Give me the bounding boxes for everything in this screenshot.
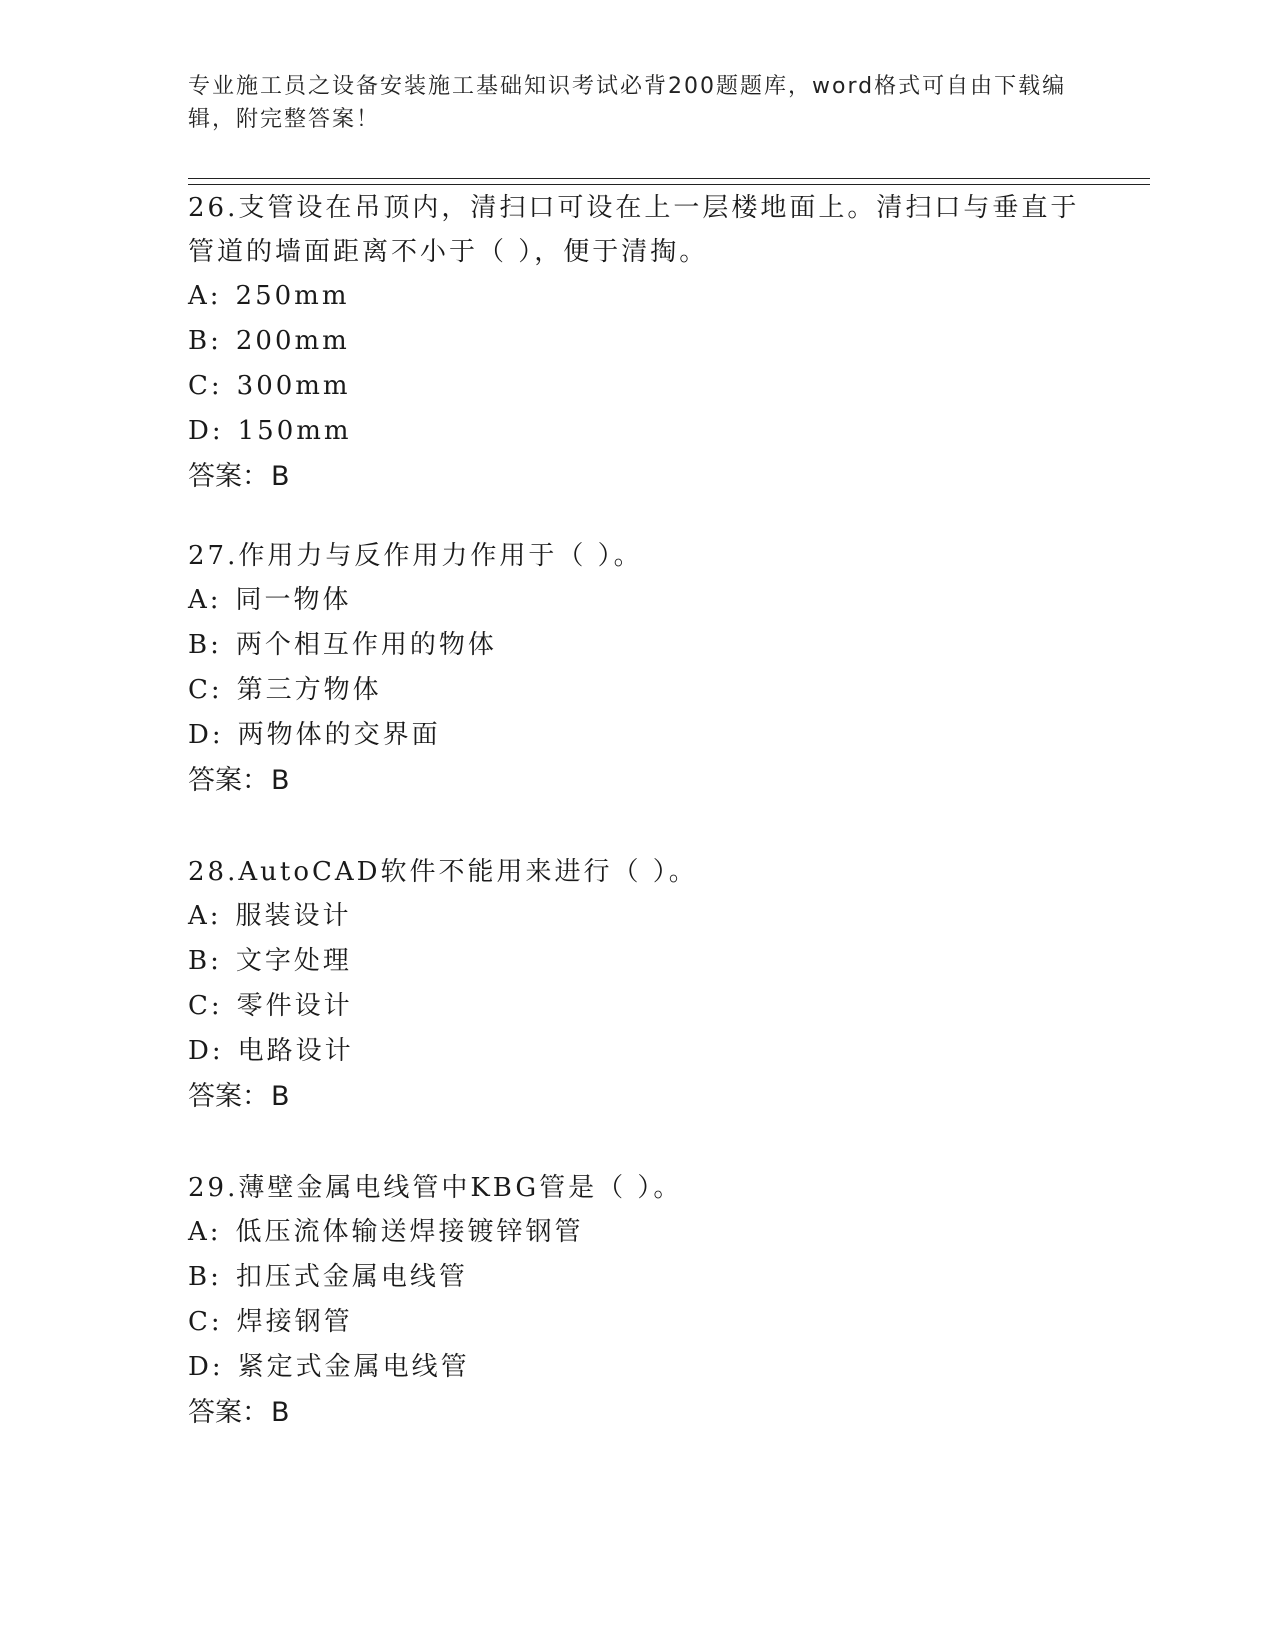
option-b: [188, 1255, 1088, 1300]
option-letter: C:: [188, 991, 223, 1021]
option-letter: A:: [188, 281, 222, 311]
answer-line: [188, 1390, 1088, 1435]
option-d: [188, 713, 1088, 758]
answer-line: [188, 454, 1088, 499]
option-b: [188, 939, 1088, 984]
option-letter: D:: [188, 720, 224, 750]
answer-value: B: [271, 461, 290, 492]
answer-label: 答案：: [188, 765, 269, 796]
document-header: 专业施工员之设备安装施工基础知识考试必背200题题库，word格式可自由下载编辑，附完整答案！: [188, 74, 1067, 132]
option-d: [188, 409, 1088, 454]
option-d: [188, 1345, 1088, 1390]
option-c: [188, 364, 1088, 409]
answer-value: B: [271, 765, 290, 796]
question-29: [188, 1166, 1088, 1435]
header-divider: [188, 178, 1150, 185]
option-letter: A:: [188, 901, 222, 931]
option-letter: B:: [188, 326, 222, 356]
option-letter: B:: [188, 630, 222, 660]
option-text: 低压流体输送焊接镀锌钢管: [235, 1217, 584, 1247]
option-text: 150mm: [237, 416, 352, 446]
question-28: [188, 850, 1088, 1119]
option-text: 两个相互作用的物体: [235, 630, 497, 660]
option-text: 两物体的交界面: [237, 720, 441, 750]
option-a: [188, 894, 1088, 939]
answer-value: B: [271, 1081, 290, 1112]
option-a: [188, 578, 1088, 623]
question-26: [188, 186, 1088, 499]
question-27: [188, 534, 1088, 803]
answer-line: [188, 758, 1088, 803]
question-stem: 27.作用力与反作用力作用于（ ）。: [188, 541, 643, 571]
option-letter: C:: [188, 1307, 223, 1337]
option-letter: B:: [188, 946, 222, 976]
option-text: 200mm: [235, 326, 350, 356]
option-c: [188, 984, 1088, 1029]
option-text: 焊接钢管: [236, 1307, 353, 1337]
answer-label: 答案：: [188, 1397, 269, 1428]
option-text: 300mm: [236, 371, 351, 401]
question-stem: 29.薄壁金属电线管中KBG管是（ ）。: [188, 1173, 683, 1203]
option-letter: A:: [188, 1217, 222, 1247]
option-letter: D:: [188, 1352, 224, 1382]
option-text: 服装设计: [235, 901, 352, 931]
question-stem: 26.支管设在吊顶内，清扫口可设在上一层楼地面上。清扫口与垂直于管道的墙面距离不小于（ ），便于清掏。: [188, 193, 1080, 267]
option-letter: B:: [188, 1262, 222, 1292]
answer-label: 答案：: [188, 461, 269, 492]
option-letter: C:: [188, 675, 223, 705]
answer-label: 答案：: [188, 1081, 269, 1112]
option-b: [188, 319, 1088, 364]
option-text: 扣压式金属电线管: [235, 1262, 468, 1292]
answer-value: B: [271, 1397, 290, 1428]
option-text: 文字处理: [235, 946, 352, 976]
option-text: 紧定式金属电线管: [237, 1352, 470, 1382]
question-stem: 28.AutoCAD软件不能用来进行（ ）。: [188, 857, 698, 887]
answer-line: [188, 1074, 1088, 1119]
option-c: [188, 1300, 1088, 1345]
option-d: [188, 1029, 1088, 1074]
option-text: 250mm: [235, 281, 350, 311]
option-b: [188, 623, 1088, 668]
option-letter: D:: [188, 1036, 224, 1066]
option-text: 零件设计: [236, 991, 353, 1021]
option-a: [188, 274, 1088, 319]
option-text: 电路设计: [237, 1036, 354, 1066]
option-letter: A:: [188, 585, 222, 615]
option-letter: C:: [188, 371, 223, 401]
option-a: [188, 1210, 1088, 1255]
option-letter: D:: [188, 416, 224, 446]
option-text: 同一物体: [235, 585, 352, 615]
option-c: [188, 668, 1088, 713]
option-text: 第三方物体: [236, 675, 382, 705]
